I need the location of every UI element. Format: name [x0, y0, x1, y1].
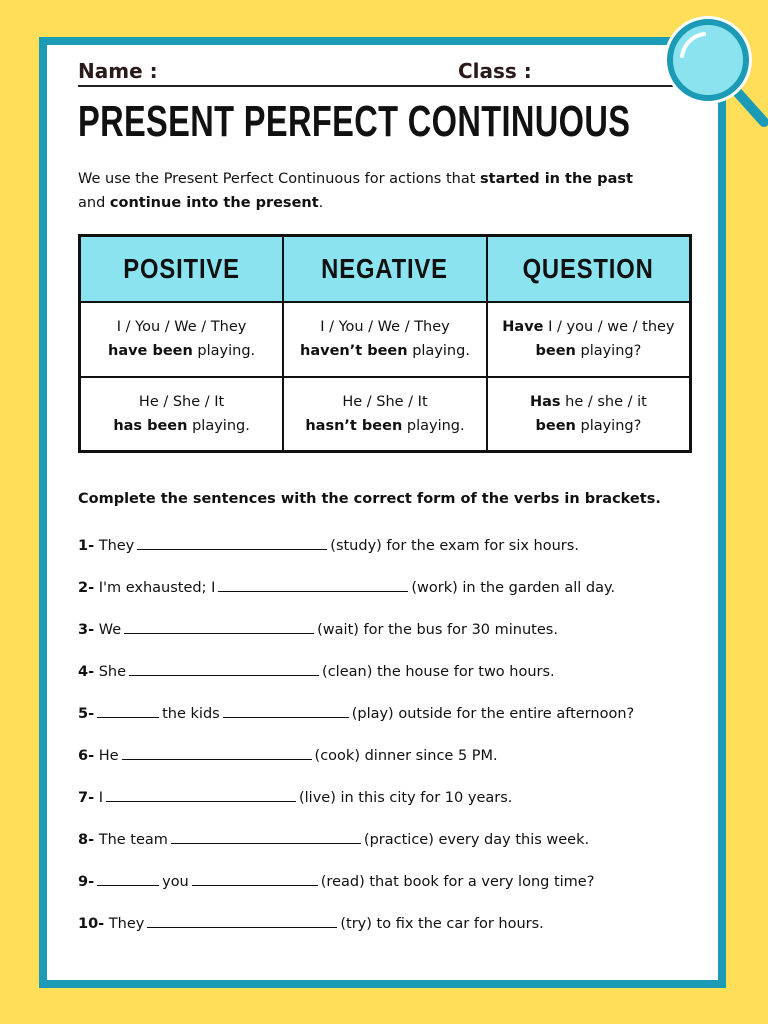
answer-blank[interactable]: [223, 700, 349, 718]
answer-blank[interactable]: [192, 868, 318, 886]
class-label: Class :: [458, 59, 532, 83]
exercise-item: 10- They (try) to fix the car for hours.: [78, 910, 698, 952]
cell-question: Has he / she / it been playing?: [487, 377, 691, 452]
exercise-instruction: Complete the sentences with the correct form of the verbs in brackets.: [78, 491, 661, 507]
exercise-list: [78, 532, 698, 952]
exercise-item: 1- They (study) for the exam for six hours.: [78, 532, 698, 574]
cell-question: Have I / you / we / they been playing?: [487, 302, 691, 377]
answer-blank[interactable]: [106, 784, 296, 802]
exercise-item: 4- She (clean) the house for two hours.: [78, 658, 698, 700]
cell-positive: He / She / It has been playing.: [80, 377, 284, 452]
exercise-item: 8- The team (practice) every day this week.: [78, 826, 698, 868]
answer-blank[interactable]: [218, 574, 408, 592]
name-label: Name :: [78, 59, 158, 83]
table-row: [80, 302, 691, 377]
exercise-item: 2- I'm exhausted; I (work) in the garden all day.: [78, 574, 698, 616]
exercise-item: 7- I (live) in this city for 10 years.: [78, 784, 698, 826]
answer-blank[interactable]: [129, 658, 319, 676]
page-title: PRESENT PERFECT CONTINUOUS: [78, 97, 631, 146]
magnifying-glass-icon: [660, 12, 768, 127]
worksheet: [39, 37, 726, 988]
conjugation-table: [78, 234, 692, 453]
intro-text-1: We use the Present Perfect Continuous for actions that: [78, 171, 481, 187]
header-negative: NEGATIVE: [283, 236, 487, 302]
answer-blank[interactable]: [171, 826, 361, 844]
cell-negative: He / She / It hasn’t been playing.: [283, 377, 487, 452]
cell-positive: I / You / We / They have been playing.: [80, 302, 284, 377]
answer-blank[interactable]: [137, 532, 327, 550]
exercise-item: 9- you (read) that book for a very long time?: [78, 868, 698, 910]
exercise-item: 5- the kids (play) outside for the entire afternoon?: [78, 700, 698, 742]
intro-bold-2: continue into the present: [109, 195, 319, 211]
answer-blank[interactable]: [97, 700, 159, 718]
intro-text-2: and: [78, 195, 110, 211]
intro-text-3: .: [318, 195, 324, 211]
answer-blank[interactable]: [97, 868, 159, 886]
answer-blank[interactable]: [122, 742, 312, 760]
header-question: QUESTION: [487, 236, 691, 302]
answer-blank[interactable]: [147, 910, 337, 928]
header-positive: POSITIVE: [80, 236, 284, 302]
table-header-row: [80, 236, 691, 302]
intro-paragraph: [78, 167, 688, 215]
cell-negative: I / You / We / They haven’t been playing.: [283, 302, 487, 377]
table-row: [80, 377, 691, 452]
header-row: [78, 57, 688, 87]
exercise-item: 6- He (cook) dinner since 5 PM.: [78, 742, 698, 784]
answer-blank[interactable]: [124, 616, 314, 634]
intro-bold-1: started in the past: [480, 171, 633, 187]
exercise-item: 3- We (wait) for the bus for 30 minutes.: [78, 616, 698, 658]
